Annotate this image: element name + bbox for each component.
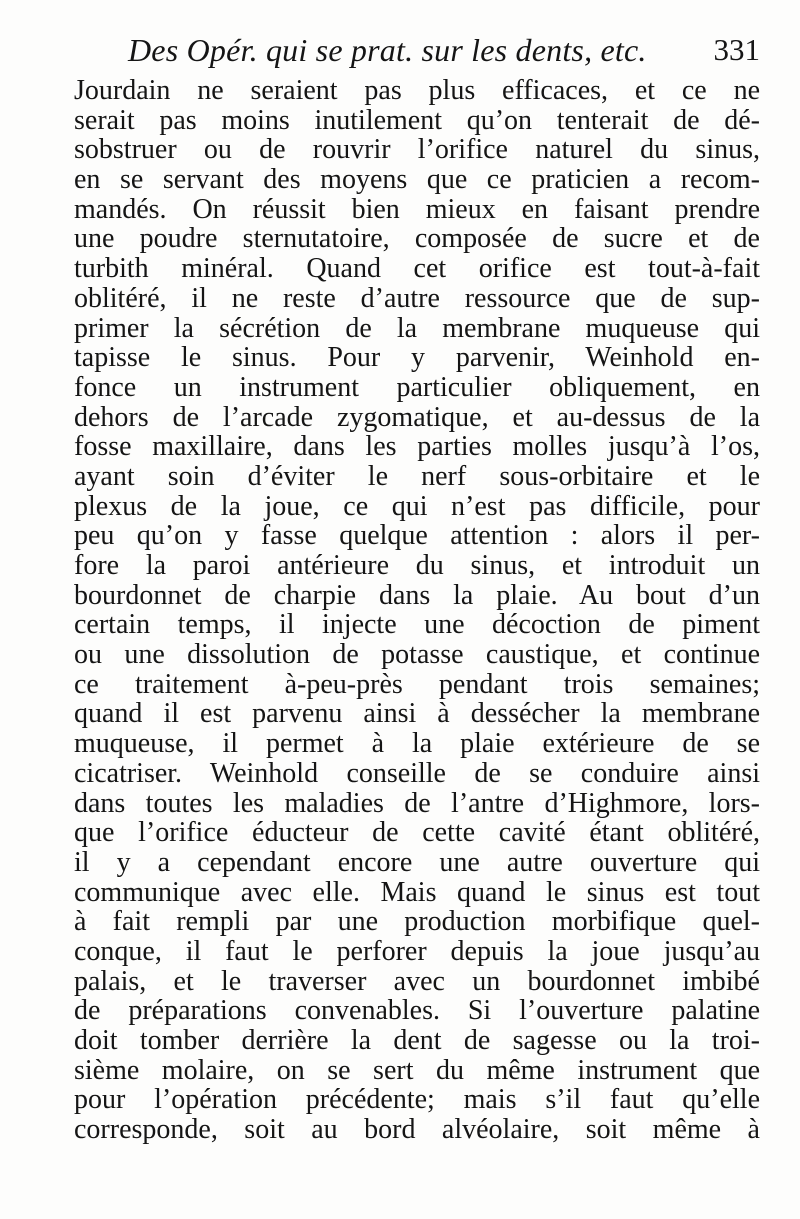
text-line: tapisse le sinus. Pour y parvenir, Weinhold en-: [74, 342, 760, 374]
text-line: dans toutes les maladies de l’antre d’Highmore, lors-: [74, 787, 760, 819]
text-line: certain temps, il injecte une décoction de piment: [74, 609, 760, 641]
text-line: oblitéré, il ne reste d’autre ressource que de sup-: [74, 282, 760, 314]
text-line: il y a cependant encore une autre ouverture qui: [74, 846, 760, 878]
text-line: à fait rempli par une production morbifique quel-: [74, 906, 760, 938]
text-line: ce traitement à-peu-près pendant trois semaines;: [74, 668, 760, 700]
text-line: mandés. On réussit bien mieux en faisant prendre: [74, 193, 760, 225]
text-line: cicatriser. Weinhold conseille de se conduire ainsi: [74, 757, 760, 789]
text-line: ou une dissolution de potasse caustique, et continue: [74, 639, 760, 671]
text-line: fonce un instrument particulier obliquement, en: [74, 371, 760, 403]
text-line: doit tomber derrière la dent de sagesse ou la troi-: [74, 1025, 760, 1056]
text-line: quand il est parvenu ainsi à dessécher la membrane: [74, 698, 760, 730]
text-line: dehors de l’arcade zygomatique, et au-dessus de la: [74, 401, 760, 433]
text-line: ayant soin d’éviter le nerf sous-orbitaire et le: [74, 460, 760, 492]
text-line: turbith minéral. Quand cet orifice est tout-à-fait: [74, 253, 760, 285]
text-line: une poudre sternutatoire, composée de sucre et de: [74, 223, 760, 255]
text-line: peu qu’on y fasse quelque attention : alors il per-: [74, 520, 760, 552]
text-line: que l’orifice éducteur de cette cavité étant oblitéré,: [74, 817, 760, 849]
text-line: plexus de la joue, ce qui n’est pas difficile, pour: [74, 490, 760, 522]
text-line: corresponde, soit au bord alvéolaire, soit même à: [74, 1114, 760, 1146]
text-line: bourdonnet de charpie dans la plaie. Au bout d’un: [74, 579, 760, 611]
text-line: muqueuse, il permet à la plaie extérieure de se: [74, 728, 760, 760]
text-line: en se servant des moyens que ce praticien a recom-: [74, 164, 760, 196]
text-line: sième molaire, on se sert du même instrument que: [74, 1054, 760, 1086]
text-line: serait pas moins inutilement qu’on tenterait de dé-: [74, 104, 760, 136]
text-line: primer la sécrétion de la membrane muqueuse qui: [74, 312, 760, 344]
text-line: sobstruer ou de rouvrir l’orifice naturel du sinus,: [74, 134, 760, 166]
text-line: Jourdain ne seraient pas plus efficaces, et ce ne: [74, 75, 760, 106]
page-header: [128, 30, 760, 72]
body-text: [74, 76, 760, 1145]
text-line: de préparations convenables. Si l’ouverture palatine: [74, 995, 760, 1027]
running-title: Des Opér. qui se prat. sur les dents, etc.: [128, 32, 647, 68]
text-line: fore la paroi antérieure du sinus, et introduit un: [74, 550, 760, 581]
page-number: 331: [713, 32, 760, 67]
text-line: conque, il faut le perforer depuis la joue jusqu’au: [74, 935, 760, 967]
text-line: communique avec elle. Mais quand le sinus est tout: [74, 876, 760, 908]
text-line: pour l’opération précédente; mais s’il faut qu’elle: [74, 1084, 760, 1116]
text-line: fosse maxillaire, dans les parties molles jusqu’à l’os,: [74, 431, 760, 463]
text-line: palais, et le traverser avec un bourdonnet imbibé: [74, 965, 760, 997]
